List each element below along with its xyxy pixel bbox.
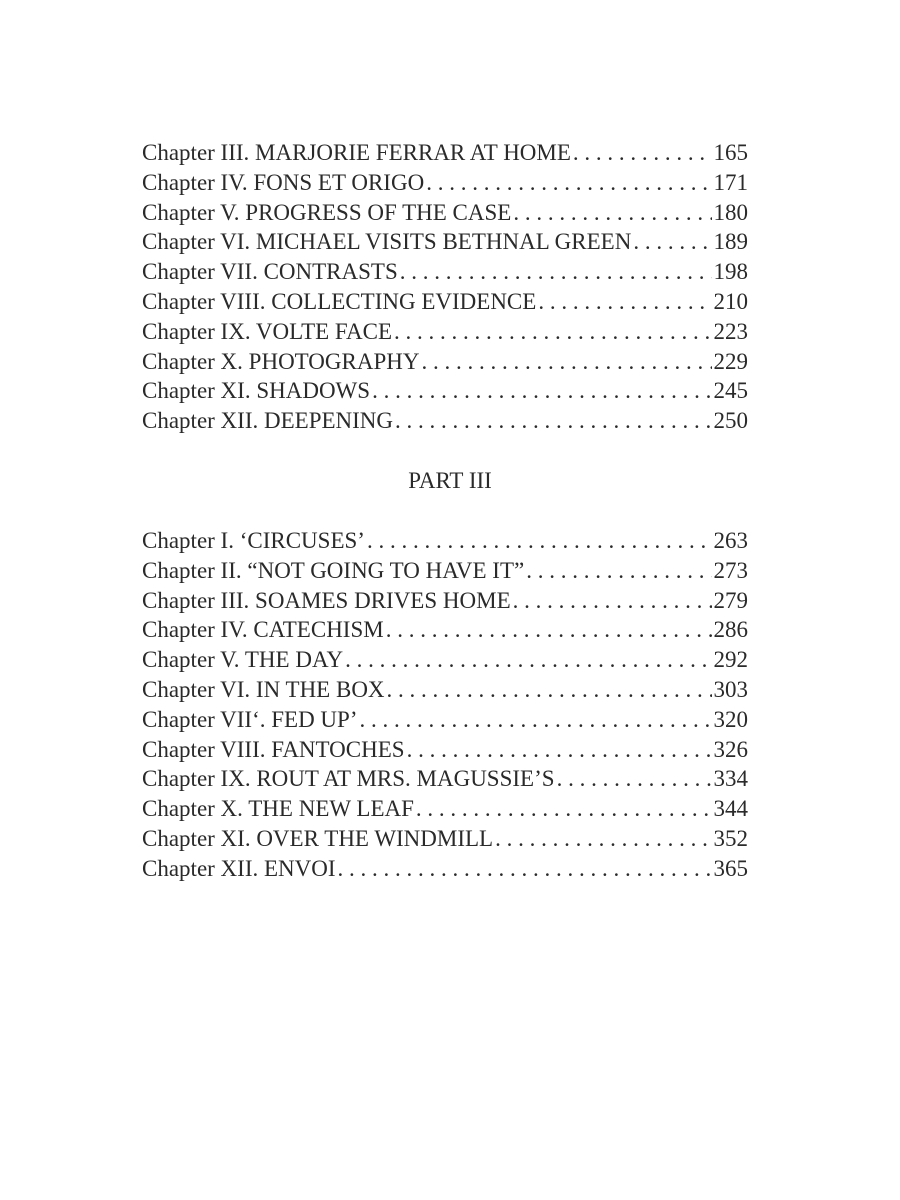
dot-leader	[557, 764, 712, 794]
toc-entry-page: 344	[713, 796, 748, 822]
toc-entry-page: 223	[713, 318, 748, 344]
toc-entry[interactable]	[142, 824, 748, 854]
dot-leader	[538, 287, 711, 317]
toc-entry-page: 245	[713, 378, 748, 404]
toc-entry-page: 171	[713, 169, 748, 195]
toc-entry-title: Chapter VI. IN THE BOX	[142, 676, 385, 702]
dot-leader	[573, 138, 712, 168]
toc-entry-title: Chapter V. THE DAY	[142, 647, 344, 673]
toc-entry-title: Chapter X. THE NEW LEAF	[142, 796, 414, 822]
toc-entry-title: Chapter IX. VOLTE FACE	[142, 318, 393, 344]
toc-entry-page: 263	[713, 528, 748, 553]
toc-entry-page: 189	[713, 229, 748, 255]
toc-list-part-ii	[142, 138, 748, 436]
dot-leader	[513, 198, 711, 228]
dot-leader	[372, 376, 711, 406]
toc-entry-page: 352	[713, 825, 748, 851]
toc-entry[interactable]	[142, 615, 748, 645]
toc-entry[interactable]	[142, 526, 748, 556]
toc-entry-title: Chapter XI. SHADOWS	[142, 378, 371, 404]
dot-leader	[386, 615, 712, 645]
toc-entry-page: 365	[713, 855, 748, 881]
toc-entry-page: 334	[713, 766, 748, 792]
toc-entry[interactable]	[142, 227, 748, 257]
dot-leader	[345, 645, 711, 675]
toc-entry[interactable]	[142, 705, 748, 735]
toc-entry-page: 326	[713, 736, 748, 762]
toc-entry-page: 165	[713, 140, 748, 165]
toc-entry[interactable]	[142, 735, 748, 765]
toc-entry-page: 229	[713, 348, 748, 374]
toc-entry-page: 303	[713, 676, 748, 702]
toc-entry-title: Chapter XII. ENVOI	[142, 855, 336, 881]
dot-leader	[526, 556, 711, 586]
toc-entry[interactable]	[142, 376, 748, 406]
dot-leader	[495, 824, 711, 854]
toc-entry[interactable]	[142, 168, 748, 198]
toc-entry[interactable]	[142, 854, 748, 884]
toc-entry[interactable]	[142, 586, 748, 616]
toc-entry[interactable]	[142, 794, 748, 824]
toc-entry-page: 279	[713, 587, 748, 613]
toc-entry-page: 286	[713, 617, 748, 643]
toc-entry-title: Chapter VIII. COLLECTING EVIDENCE	[142, 288, 537, 314]
toc-entry[interactable]	[142, 198, 748, 228]
dot-leader	[416, 794, 712, 824]
toc-entry-page: 180	[713, 199, 748, 225]
toc-entry[interactable]	[142, 645, 748, 675]
toc-entry-title: Chapter XII. DEEPENING	[142, 408, 394, 434]
toc-entry-title: Chapter II. “NOT GOING TO HAVE IT”	[142, 557, 525, 583]
toc-entry-page: 320	[713, 706, 748, 732]
toc-entry-title: Chapter VII. CONTRASTS	[142, 259, 398, 285]
dot-leader	[360, 705, 712, 735]
dot-leader	[387, 675, 712, 705]
toc-entry-title: Chapter IV. FONS ET ORIGO	[142, 169, 425, 195]
dot-leader	[394, 317, 711, 347]
toc-entry-title: Chapter XI. OVER THE WINDMILL	[142, 825, 494, 851]
toc-entry-page: 198	[713, 259, 748, 285]
toc-entry[interactable]	[142, 347, 748, 377]
toc-entry[interactable]	[142, 287, 748, 317]
toc-entry-page: 273	[713, 557, 748, 583]
toc-list-part-iii	[142, 526, 748, 884]
toc-entry[interactable]	[142, 138, 748, 168]
dot-leader	[400, 257, 712, 287]
toc-entry-page: 292	[713, 647, 748, 673]
dot-leader	[395, 406, 711, 436]
toc-entry-title: Chapter VI. MICHAEL VISITS BETHNAL GREEN	[142, 229, 632, 255]
toc-entry-title: Chapter V. PROGRESS OF THE CASE	[142, 199, 512, 225]
toc-entry-title: Chapter I. ‘CIRCUSES’	[142, 528, 365, 553]
toc-entry-page: 210	[713, 288, 748, 314]
toc-entry-title: Chapter IX. ROUT AT MRS. MAGUSSIE’S	[142, 766, 555, 792]
dot-leader	[513, 586, 712, 616]
toc-entry[interactable]	[142, 406, 748, 436]
dot-leader	[422, 347, 712, 377]
toc-entry-title: Chapter VII‘. FED UP’	[142, 706, 358, 732]
dot-leader	[367, 526, 712, 556]
toc-entry[interactable]	[142, 556, 748, 586]
toc-entry-title: Chapter III. SOAMES DRIVES HOME	[142, 587, 511, 613]
toc-entry-title: Chapter IV. CATECHISM	[142, 617, 384, 643]
toc-entry-title: Chapter III. MARJORIE FERRAR AT HOME	[142, 140, 571, 165]
dot-leader	[633, 227, 711, 257]
toc-entry[interactable]	[142, 317, 748, 347]
toc-entry[interactable]	[142, 675, 748, 705]
dot-leader	[426, 168, 711, 198]
toc-entry[interactable]	[142, 257, 748, 287]
dot-leader	[338, 854, 712, 884]
part-heading: PART III	[408, 468, 492, 493]
toc-entry[interactable]	[142, 764, 748, 794]
toc-entry-title: Chapter VIII. FANTOCHES	[142, 736, 405, 762]
toc-entry-title: Chapter X. PHOTOGRAPHY	[142, 348, 420, 374]
dot-leader	[407, 735, 712, 765]
toc-entry-page: 250	[713, 408, 748, 434]
